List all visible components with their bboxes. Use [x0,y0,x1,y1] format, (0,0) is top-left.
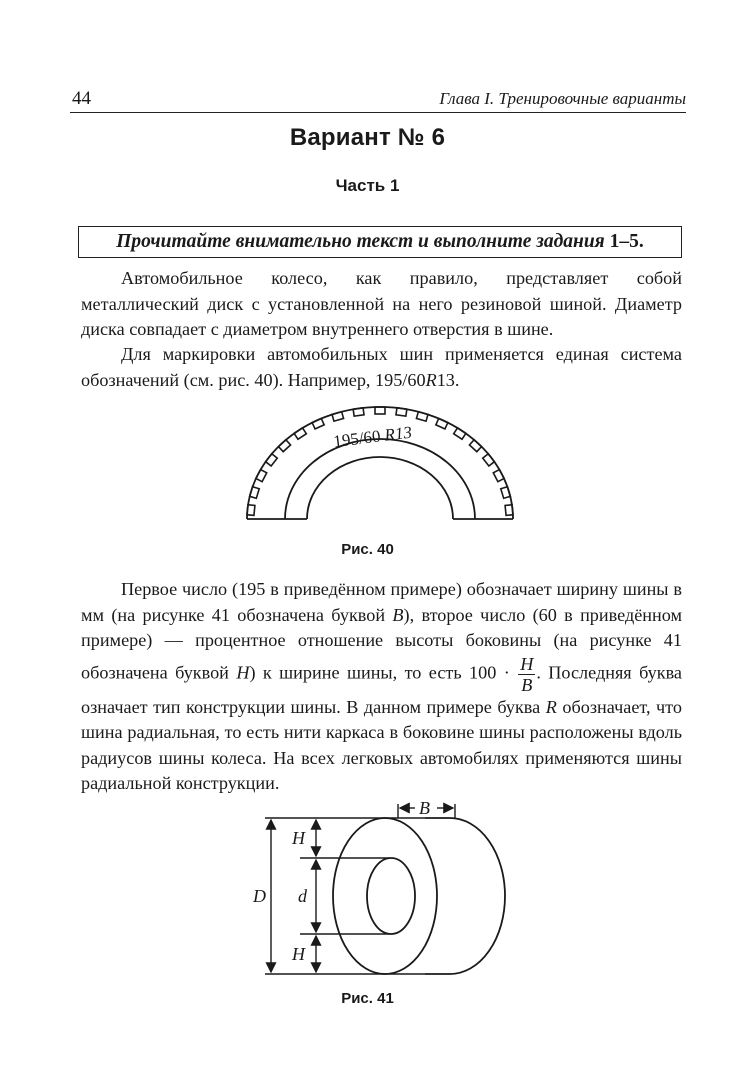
paragraph-2-r: R [425,369,437,390]
fraction-h-over-b [518,654,535,695]
tread-block [256,470,267,482]
page-number: 44 [72,88,91,109]
page-header [70,86,686,113]
tread-block [294,428,306,439]
paragraph-2-text: Для маркировки автомобильных шин применяется единая система обозначений (см. рис. 40). Например, 195/60 [81,344,682,390]
symbol-r: R [545,696,557,717]
task-instruction-text: Прочитайте внимательно текст и выполните задания [116,231,610,252]
label-h-bottom: H [292,944,305,964]
variant-title: Вариант № 6 [289,124,446,151]
tire-inner-arc [307,457,453,519]
paragraph-1-text: Автомобильное колесо, как правило, представляет собой металлический диск с установленной на него резиновой шиной. Диаметр диска совпадает с диаметром внутреннего отверстия в шине. [81,268,682,339]
tread-block [247,505,255,516]
label-d-big: D [253,886,266,906]
figure-41-caption: Рис. 41 [341,990,394,1007]
label-h-top: H [292,828,305,848]
task-instruction-box [78,226,682,258]
task-range: 1–5. [609,231,644,252]
tread-block [436,418,448,429]
tire-front-ellipse [333,818,437,974]
part-title: Часть 1 [335,176,400,195]
label-b: B [419,798,430,818]
tread-block [454,428,466,439]
fraction-denominator: B [521,674,533,695]
tread-block [469,440,481,452]
tire-mid-arc [285,439,475,519]
tread-block [493,470,504,482]
tread-block [278,440,290,452]
paragraph-3-text-c: ), второе число (60 в приведённом примере) — процентное отношение высоты боковины (на рисунке 41 обозначена буквой [81,604,682,683]
tread-blocks [247,407,513,515]
tread-block [505,505,513,516]
paragraph-1 [81,266,682,343]
figure-41-tire-dimensions [245,795,525,985]
paragraph-3 [81,577,682,797]
tread-block [353,408,364,416]
paragraph-2-end: 13. [436,369,460,390]
tread-block [312,418,324,429]
figure-40-tire-arc [235,395,525,530]
paragraph-2 [81,342,682,393]
symbol-b: B [392,604,404,625]
tread-block [375,407,385,414]
tread-block [396,408,407,416]
tread-block [501,487,511,499]
tire-marking: 195/60 R13 [332,422,413,452]
fraction-numerator: H [520,653,534,674]
label-d-small: d [298,886,307,906]
paragraph-3-text-e: ) к ширине шины, то есть 100 · [249,662,518,683]
paragraph-3-text-h: обозначает, что шина радиальная, то есть нити каркаса в боковине шины расположены вдоль радиусов шины колеса. На всех легковых автомобилях применяются шины радиальной конструкции. [81,696,682,793]
tread-block [250,487,260,499]
paragraph-3-text-a: Первое число (195 в приведённом примере) обозначает ширину шины в мм (на рисунке 41 обозначена буквой [81,579,682,625]
paragraph-3-text-f: . Последняя буква означает тип конструкции шины. В данном примере буква [81,662,682,717]
chapter-title: Глава I. Тренировочные варианты [439,89,686,108]
figure-40-caption: Рис. 40 [341,541,394,558]
symbol-h: H [236,662,250,683]
